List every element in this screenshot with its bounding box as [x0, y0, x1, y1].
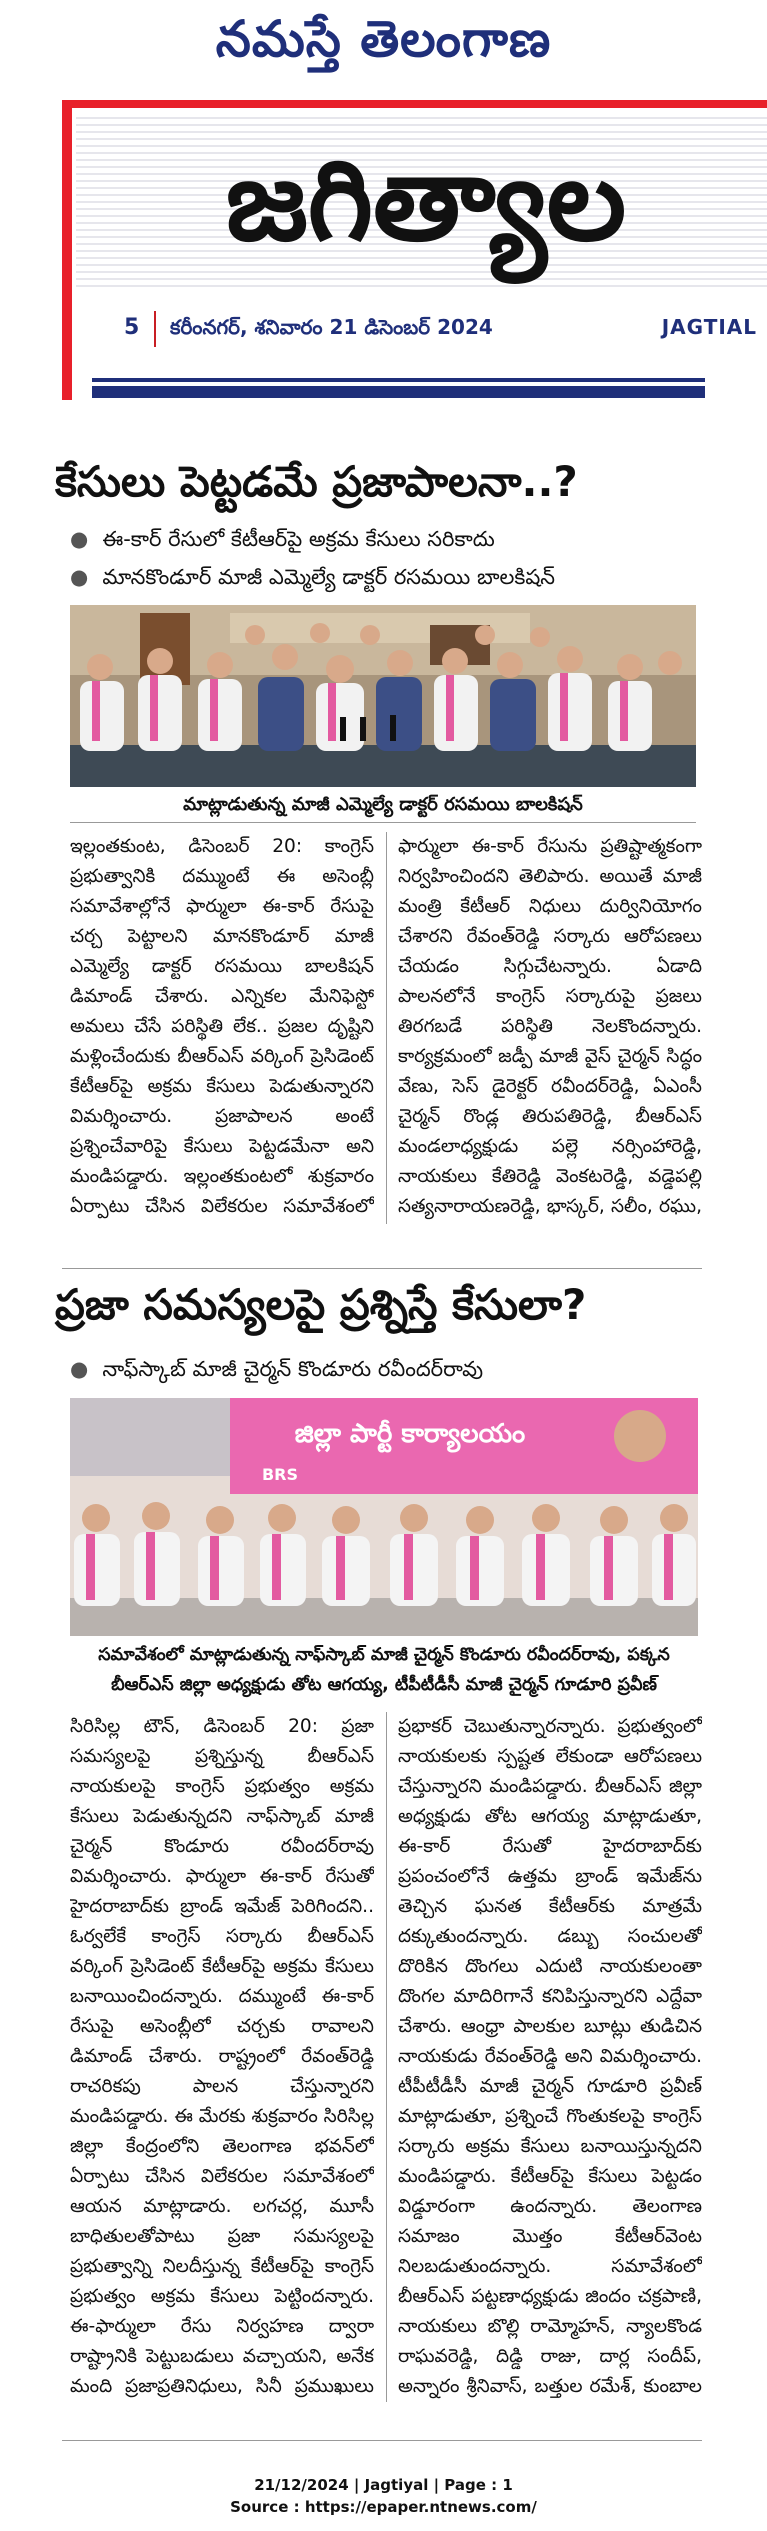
page-end-rule — [62, 2440, 702, 2441]
dateline — [62, 295, 767, 365]
column-rule — [386, 832, 387, 1224]
newspaper-logo: నమస్తే తెలంగాణ — [215, 10, 552, 68]
story2-column-1: సిరిసిల్ల టౌన్, డిసెంబర్ 20: ప్రజా సమస్యలపై ప్రశ్నిస్తున్న బీఆర్‌ఎస్ నాయకులపై కాంగ్రెస్ ప్రభుత్వం అక్రమ కేసులు పెడుతున్నదని నాఫ్‌స్కాబ్ మాజీ చైర్మన్ కొండూరు రవీందర్‌రావు విమర్శించారు. ఫార్ములా ఈ-కార్ రేసుతో హైదరాబాద్‌కు బ్రాండ్ ఇమేజ్ పెరిగిందని.. ఓర్వలేకే కాంగ్రెస్ సర్కారు బీఆర్‌ఎస్ వర్కింగ్ ప్రెసిడెంట్ కేటీఆర్‌పై అక్రమ కేసులు బనాయించిందన్నారు. దమ్ముంటే ఈ-కార్ రేసుపై అసెంబ్లీలో చర్చకు రావాలని డిమాండ్ చేశారు. రాష్ట్రంలో రేవంత్‌రెడ్డి రాచరికపు పాలన చేస్తున్నారని మండిపడ్డారు. ఈ మేరకు శుక్రవారం సిరిసిల్ల జిల్లా కేంద్రంలోని తెలంగాణ భవన్‌లో ఏర్పాటు చేసిన విలేకరుల సమావేశంలో ఆయన మాట్లాడారు. లగచర్ల, మూసీ బాధితులతోపాటు ప్రజా సమస్యలపై ప్రభుత్వాన్ని నిలదీస్తున్న కేటీఆర్‌పై కాంగ్రెస్ ప్రభుత్వం అక్రమ కేసులు పెట్టిందన్నారు. ఈ-ఫార్ములా రేసు నిర్వహణ ద్వారా రాష్ట్రానికి పెట్టుబడులు వచ్చాయని, అనేక మంది ప్రజాప్రతినిధులు, సినీ ప్రముఖులు — [70, 1716, 374, 2397]
dateline-divider — [154, 311, 156, 347]
story2-bullets — [70, 1350, 740, 1388]
footer-page-info: 21/12/2024 | Jagtiyal | Page : 1 — [254, 2476, 513, 2494]
story2-photo — [70, 1398, 698, 1636]
story1-column-1: ఇల్లంతకుంట, డిసెంబర్ 20: కాంగ్రెస్ ప్రభుత్వానికి దమ్ముంటే ఈ అసెంబ్లీ సమావేశాల్లోనే ఫార్ములా ఈ-కార్ రేసుపై చర్చ పెట్టాలని మానకొండూర్ మాజీ ఎమ్మెల్యే డాక్టర్ రసమయి బాలకిషన్ డిమాండ్ చేశారు. ఎన్నికల మేనిఫెస్టో అమలు చేసే పరిస్థితి లేక.. ప్రజల దృష్టిని మళ్లించేందుకు బీఆర్‌ఎస్ వర్కింగ్ ప్రెసిడెంట్ కేటీఆర్‌పై అక్రమ కేసులు పెడుతున్నారని విమర్శించారు. ప్రజాపాలన అంటే ప్రశ్నించేవారిపై కేసులు పెట్టడమేనా అని మండిపడ్డారు. ఇల్లంతకుంటలో శుక్రవారం ఏర్పాటు చేసిన విలేకరుల సమావేశంలో — [70, 836, 374, 1217]
story1-bullets — [70, 520, 740, 596]
story2-headline: ప్రజా సమస్యలపై ప్రశ్నిస్తే కేసులా? — [55, 1280, 587, 1329]
story2-bullet: ● నాఫ్‌స్కాబ్ మాజీ చైర్మన్ కొండూరు రవీందర్‌రావు — [70, 1357, 484, 1381]
masthead — [0, 0, 767, 95]
column-rule — [386, 1712, 387, 2402]
story2-column-2: ప్రభాకర్ చెబుతున్నారన్నారు. ప్రభుత్వంలో నాయకులకు స్పష్టత లేకుండా ఆరోపణలు చేస్తున్నారని మండిపడ్డారు. బీఆర్‌ఎస్ జిల్లా అధ్యక్షుడు తోట ఆగయ్య మాట్లాడుతూ, ఈ-కార్ రేసుతో హైదరాబాద్‌కు ప్రపంచంలోనే ఉత్తమ బ్రాండ్ ఇమేజ్‌ను తెచ్చిన ఘనత కేటీఆర్‌కు మాత్రమే దక్కుతుందన్నారు. డబ్బు సంచులతో దొరికిన దొంగలు ఎదుటి నాయకులంతా దొంగల మాదిరిగానే కనిపిస్తున్నారని ఎద్దేవా చేశారు. ఆంధ్రా పాలకుల బూట్లు తుడిచిన నాయకుడు రేవంత్‌రెడ్డి అని విమర్శించారు. టీపీటీడీసీ మాజీ చైర్మన్ గూడూరి ప్రవీణ్ మాట్లాడుతూ, ప్రశ్నించే గొంతుకలపై కాంగ్రెస్ సర్కారు అక్రమ కేసులు బనాయిస్తున్నదని మండిపడ్డారు. కేటీఆర్‌పై కేసులు పెట్టడం విడ్డూరంగా ఉందన్నారు. తెలంగాణ సమాజం మొత్తం కేటీఆర్‌వెంట నిలబడుతుందన్నారు. సమావేశంలో బీఆర్‌ఎస్ పట్టణాధ్యక్షుడు జిందం చక్రపాణి, నాయకులు బొల్లి రామ్మోహన్, న్యాలకొండ రాఘవరెడ్డి, దిడ్డి రాజు, దార్ల సందీప్, అన్నారం శ్రీనివాస్, బత్తుల రమేశ్, కుంబాల — [398, 1716, 702, 2397]
story2-caption: సమావేశంలో మాట్లాడుతున్న నాఫ్‌స్కాబ్ మాజీ చైర్మన్ కొండూరు రవీందర్‌రావు, పక్కన బీఆర్‌ఎస్ జిల్లా అధ్యక్షుడు తోట ఆగయ్య, టీపీటీడీసీ మాజీ చైర్మన్ గూడూరి ప్రవీణ్ — [98, 1645, 670, 1695]
edition-banner — [62, 100, 767, 400]
story1-bullet: ● మానకొండూర్ మాజీ ఎమ్మెల్యే డాక్టర్ రసమయి బాలకిషన్ — [70, 565, 556, 589]
svg-text:BRS: BRS — [261, 1465, 299, 1484]
banner-top-rule — [72, 100, 767, 108]
story1-column-2: ఫార్ములా ఈ-కార్ రేసును ప్రతిష్టాత్మకంగా నిర్వహించిందని తెలిపారు. అయితే మాజీ మంత్రి కేటీఆర్ నిధులు దుర్వినియోగం చేశారని రేవంత్‌రెడ్డి సర్కారు ఆరోపణలు చేయడం సిగ్గుచేటన్నారు. ఏడాది పాలనలోనే కాంగ్రెస్ సర్కారుపై ప్రజలు తిరగబడే పరిస్థితి నెలకొందన్నారు. కార్యక్రమంలో జడ్పీ మాజీ వైస్ చైర్మన్ సిద్ధం వేణు, సెస్ డైరెక్టర్ రవీందర్‌రెడ్డి, ఏఎంసీ చైర్మన్ రొండ్ల తిరుపతిరెడ్డి, బీఆర్‌ఎస్ మండలాధ్యక్షుడు పల్లె నర్సింహారెడ్డి, నాయకులు కేతిరెడ్డి వెంకటరెడ్డి, వడ్డెపల్లి సత్యనారాయణరెడ్డి, భాస్కర్, సలీం, రఘు, — [398, 836, 702, 1217]
masthead-stripes — [92, 378, 705, 398]
svg-text:జిల్లా పార్టీ కార్యాలయం: జిల్లా పార్టీ కార్యాలయం — [294, 1419, 526, 1449]
story1-bullet: ● ఈ-కార్ రేసులో కేటీఆర్‌పై అక్రమ కేసులు సరికాదు — [70, 527, 495, 551]
edition-title: జగిత్యాల — [225, 136, 627, 266]
page-number: 5 — [124, 315, 140, 340]
issue-date: కరీంనగర్, శనివారం 21 డిసెంబర్ 2024 — [170, 315, 493, 339]
caption-rule — [70, 822, 696, 823]
footer-source: Source : https://epaper.ntnews.com/ — [230, 2498, 537, 2516]
press-meet-photo — [70, 605, 696, 787]
edition-city: JAGTIAL — [661, 315, 757, 339]
story-separator — [62, 1268, 702, 1269]
story1-headline: కేసులు పెట్టడమే ప్రజాపాలనా..? — [55, 457, 578, 506]
story1-photo — [70, 605, 696, 787]
party-office-photo — [70, 1398, 698, 1636]
story1-caption: మాట్లాడుతున్న మాజీ ఎమ్మెల్యే డాక్టర్ రసమయి బాలకిషన్ — [183, 794, 583, 815]
